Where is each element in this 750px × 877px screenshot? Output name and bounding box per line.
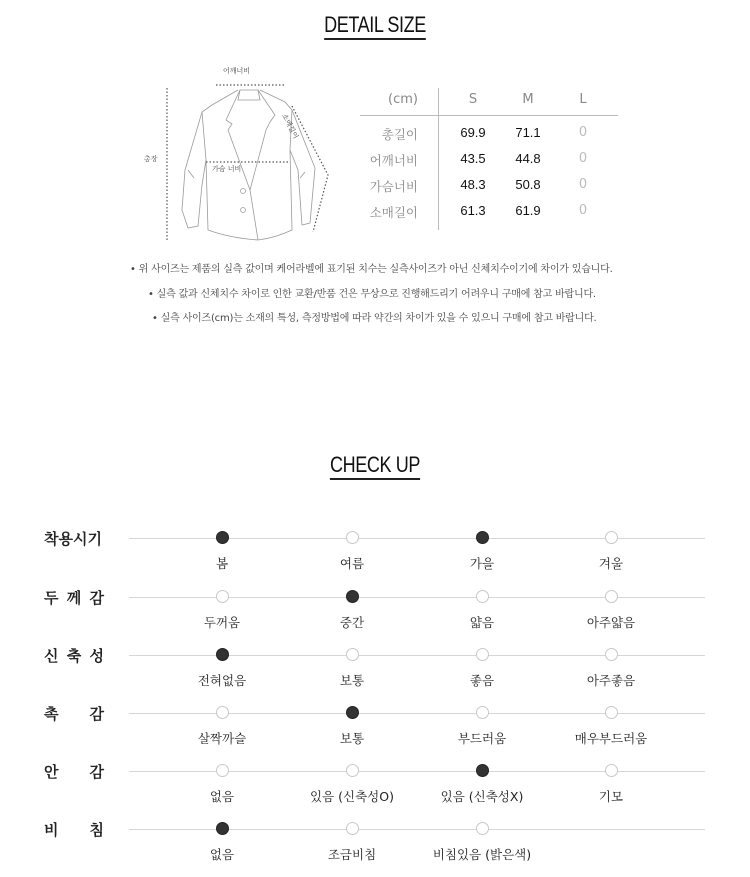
detail-size-title <box>68 12 683 40</box>
cell-s: 48.3 <box>460 177 486 192</box>
label-char: 감 <box>89 763 104 781</box>
check-option <box>551 590 671 631</box>
option-label: 비침있음 (밝은색) <box>432 847 532 862</box>
label-char: 비 <box>44 821 59 839</box>
label-char: 두 <box>44 589 59 607</box>
cell-l: 0 <box>578 203 588 218</box>
check-option <box>422 590 542 631</box>
table-row <box>360 125 618 145</box>
option-label: 보통 <box>339 731 365 746</box>
table-row <box>360 177 618 197</box>
label-char: 신 <box>44 647 59 665</box>
option-label: 아주좋음 <box>586 673 636 688</box>
row-label: 소매길이 <box>369 205 418 220</box>
jacket-outline-icon <box>140 60 340 250</box>
cell-l: 0 <box>578 125 588 140</box>
jacket-diagram <box>140 60 340 250</box>
empty-dot-icon <box>605 706 618 719</box>
cell-m: 50.8 <box>515 177 541 192</box>
option-label: 가을 <box>469 556 495 571</box>
filled-dot-icon <box>216 822 229 835</box>
note-item: • 위 사이즈는 제품의 실측 값이며 케어라벨에 표기된 치수는 실측사이즈가 아닌 신체치수이기에 차이가 있습니다. <box>130 264 613 275</box>
cell-s: 61.3 <box>460 203 486 218</box>
cell-l: 0 <box>578 177 588 192</box>
empty-dot-icon <box>476 706 489 719</box>
check-row-lining <box>0 763 750 829</box>
check-row-wearing-season <box>0 530 750 596</box>
check-up-title-text: CHECK UP <box>330 453 420 480</box>
option-label: 매우부드러움 <box>574 731 648 746</box>
sleeve-length-label: 소매길이 <box>280 112 300 141</box>
check-row-texture <box>0 705 750 771</box>
check-row-label <box>44 528 104 549</box>
check-option <box>162 822 282 863</box>
check-up-title <box>68 452 683 480</box>
label-char: 성 <box>89 647 104 665</box>
empty-dot-icon <box>346 531 359 544</box>
check-option <box>551 706 671 747</box>
check-row-label <box>44 819 104 840</box>
size-header-m: M <box>522 92 534 107</box>
row-label: 총길이 <box>381 127 418 142</box>
total-length-label: 총장 <box>144 155 158 163</box>
check-option <box>292 590 412 631</box>
empty-dot-icon <box>605 531 618 544</box>
check-row-elasticity <box>0 647 750 713</box>
shoulder-width-label: 어깨너비 <box>223 67 251 75</box>
label-char: 안 <box>44 763 59 781</box>
option-label: 좋음 <box>469 673 495 688</box>
option-label: 없음 <box>209 847 235 862</box>
option-label: 있음 (신축성O) <box>310 789 394 804</box>
check-option <box>162 764 282 805</box>
cell-l: 0 <box>578 151 588 166</box>
empty-dot-icon <box>605 648 618 661</box>
size-header-s: S <box>468 92 478 107</box>
check-option <box>422 706 542 747</box>
check-option <box>162 648 282 689</box>
check-row-label <box>44 645 104 666</box>
check-option <box>292 648 412 689</box>
check-option <box>551 764 671 805</box>
check-option <box>422 531 542 572</box>
empty-dot-icon <box>346 822 359 835</box>
check-row-label <box>44 587 104 608</box>
label-char: 축 <box>66 647 82 665</box>
check-option <box>422 822 542 863</box>
check-option <box>162 706 282 747</box>
row-label: 가슴너비 <box>369 179 418 194</box>
cell-m: 61.9 <box>515 203 541 218</box>
empty-dot-icon <box>605 764 618 777</box>
option-label: 중간 <box>339 615 365 630</box>
label-char: 착용시기 <box>44 530 102 548</box>
check-option <box>422 764 542 805</box>
check-option <box>551 531 671 572</box>
row-label: 어깨너비 <box>369 153 418 168</box>
filled-dot-icon <box>476 764 489 777</box>
option-label: 얇음 <box>469 615 495 630</box>
detail-size-title-text: DETAIL SIZE <box>324 13 426 40</box>
check-row-sheerness <box>0 821 750 877</box>
label-char: 침 <box>89 821 104 839</box>
check-option <box>422 648 542 689</box>
check-option <box>292 706 412 747</box>
empty-dot-icon <box>346 764 359 777</box>
option-label: 없음 <box>209 789 235 804</box>
option-label: 전혀없음 <box>197 673 247 688</box>
cell-m: 44.8 <box>515 151 541 166</box>
check-row-thickness <box>0 589 750 655</box>
check-option <box>292 764 412 805</box>
option-label: 두꺼움 <box>203 615 241 630</box>
option-label: 기모 <box>598 789 624 804</box>
option-label: 봄 <box>215 556 229 571</box>
option-label: 아주얇음 <box>586 615 636 630</box>
label-char: 께 <box>66 589 82 607</box>
label-char: 감 <box>89 589 104 607</box>
option-label: 보통 <box>339 673 365 688</box>
note-item: • 실측 값과 신체치수 차이로 인한 교환/반품 건은 무상으로 진행해드리기 어려우니 구매에 참고 바랍니다. <box>148 289 596 300</box>
label-char: 감 <box>89 705 104 723</box>
check-option <box>292 822 412 863</box>
empty-dot-icon <box>605 590 618 603</box>
option-label: 부드러움 <box>457 731 507 746</box>
label-char: 촉 <box>44 705 59 723</box>
unit-header: (cm) <box>388 92 418 107</box>
option-label: 여름 <box>339 556 365 571</box>
table-row <box>360 203 618 223</box>
table-header-row <box>360 92 618 112</box>
option-label: 조금비침 <box>327 847 377 862</box>
cell-s: 43.5 <box>460 151 486 166</box>
filled-dot-icon <box>346 590 359 603</box>
table-row <box>360 151 618 171</box>
filled-dot-icon <box>216 648 229 661</box>
empty-dot-icon <box>476 648 489 661</box>
empty-dot-icon <box>216 764 229 777</box>
empty-dot-icon <box>476 822 489 835</box>
chest-width-label: 가슴 너비 <box>212 165 242 173</box>
option-label: 있음 (신축성X) <box>440 789 524 804</box>
filled-dot-icon <box>476 531 489 544</box>
check-option <box>292 531 412 572</box>
filled-dot-icon <box>216 531 229 544</box>
note-item: • 실측 사이즈(cm)는 소재의 특성, 측정방법에 따라 약간의 차이가 있을 수 있으니 구매에 참고 바랍니다. <box>152 313 597 324</box>
empty-dot-icon <box>216 590 229 603</box>
empty-dot-icon <box>216 706 229 719</box>
check-option <box>162 590 282 631</box>
cell-s: 69.9 <box>460 125 486 140</box>
table-divider-horizontal <box>360 115 618 116</box>
check-row-label <box>44 761 104 782</box>
size-header-l: L <box>579 92 587 107</box>
empty-dot-icon <box>346 648 359 661</box>
option-label: 겨울 <box>598 556 624 571</box>
cell-m: 71.1 <box>515 125 541 140</box>
check-row-label <box>44 703 104 724</box>
check-option <box>162 531 282 572</box>
option-label: 살짝까슬 <box>197 731 247 746</box>
filled-dot-icon <box>346 706 359 719</box>
check-option <box>551 648 671 689</box>
empty-dot-icon <box>476 590 489 603</box>
